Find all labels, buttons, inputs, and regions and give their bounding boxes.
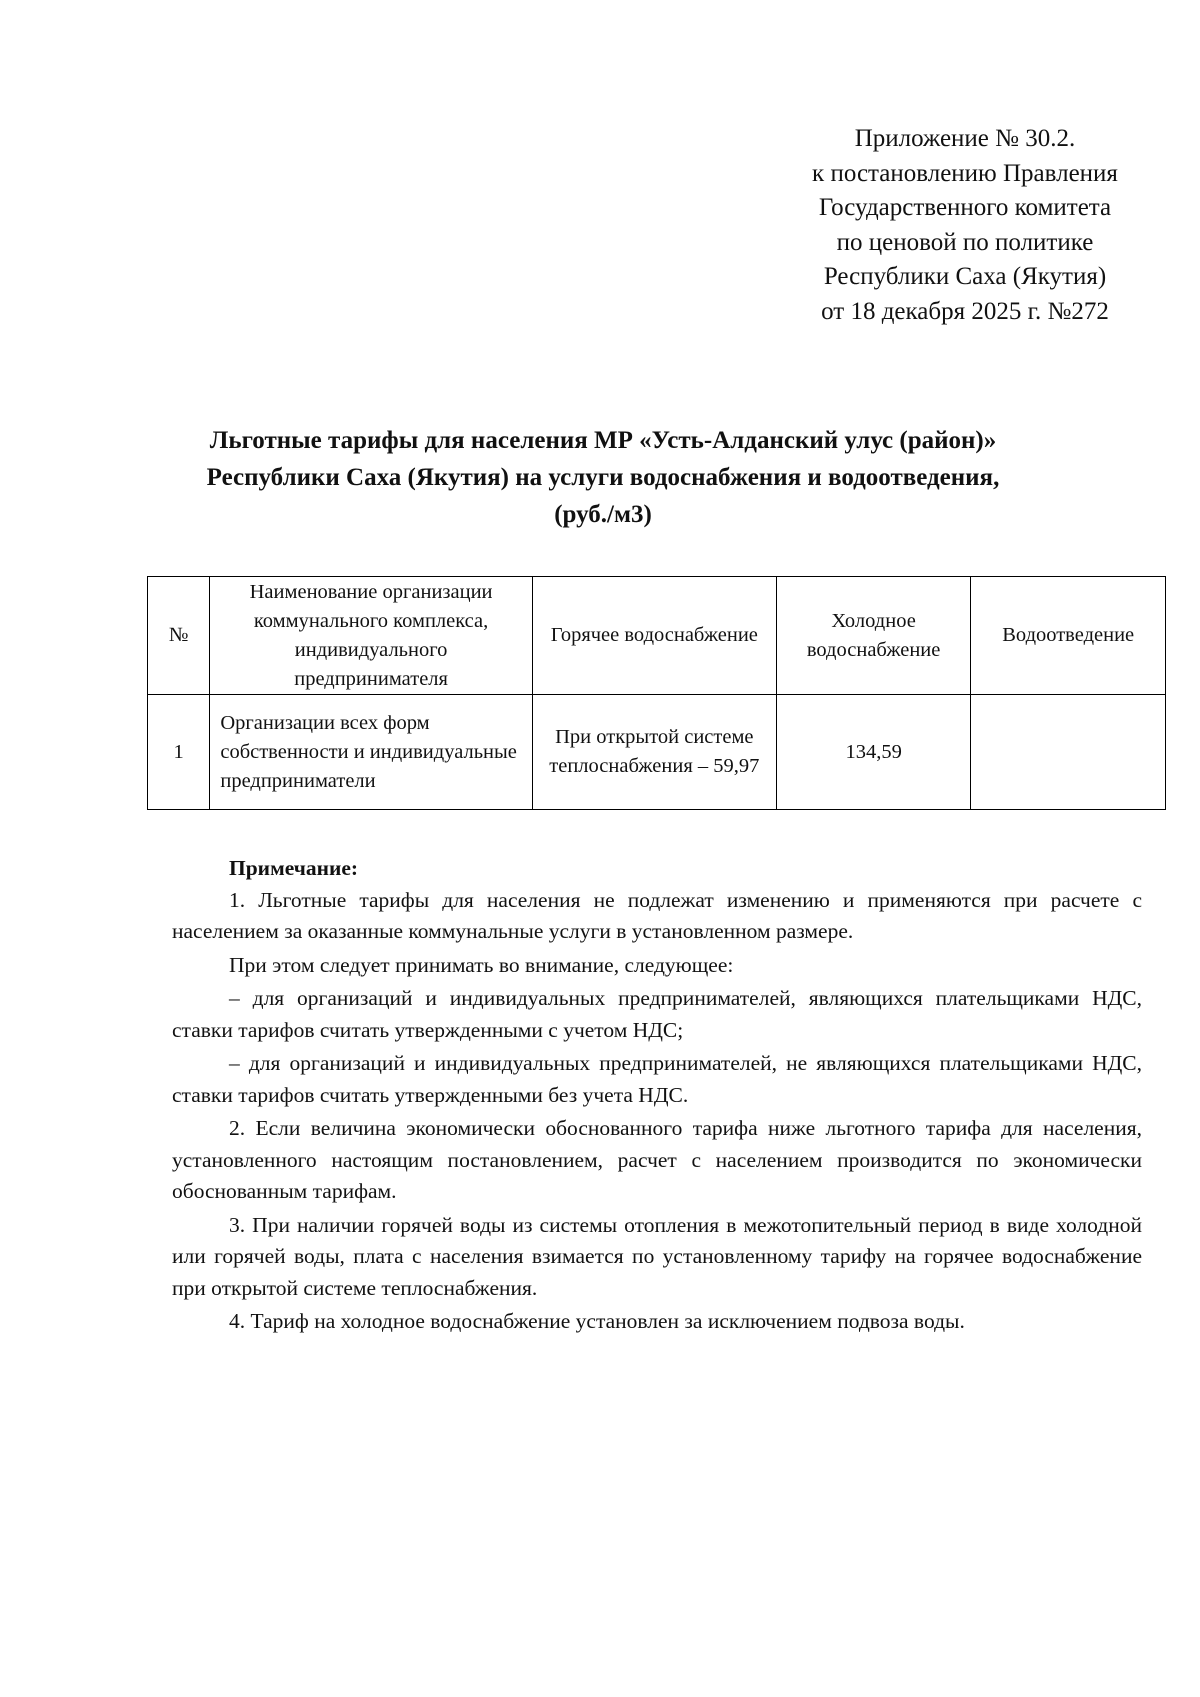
appendix-line: Государственного комитета xyxy=(818,194,1112,222)
appendix-line: к постановлению Правления xyxy=(812,159,1118,187)
title-line: Льготные тарифы для населения МР «Усть-Алданский улус (район)» xyxy=(209,427,997,454)
table-header-row xyxy=(148,577,1166,695)
note-paragraph: При этом следует принимать во внимание, следующее: xyxy=(229,952,734,977)
appendix-line: Республики Саха (Якутия) xyxy=(823,263,1107,291)
cell-hot-water: При открытой системе теплоснабжения – 59,97 xyxy=(532,695,776,810)
title-line: (руб./м3) xyxy=(554,501,652,528)
notes-section xyxy=(172,853,1142,1340)
note-paragraph: 2. Если величина экономически обоснованного тарифа ниже льготного тарифа для населения, установленного настоящим постановлением, расчет с населением производится по экономически обоснованным тарифам. xyxy=(172,1116,1142,1203)
document-title xyxy=(148,422,1058,533)
note-paragraph: 1. Льготные тарифы для населения не подлежат изменению и применяются при расчете с населением за оказанные коммунальные услуги в установленном размере. xyxy=(172,887,1142,943)
cell-cold-water: 134,59 xyxy=(776,695,971,810)
cell-sewerage xyxy=(971,695,1166,810)
title-line: Республики Саха (Якутия) на услуги водоснабжения и водоотведения, xyxy=(206,464,1000,491)
header-hot-water: Горячее водоснабжение xyxy=(532,577,776,695)
note-paragraph: – для организаций и индивидуальных предпринимателей, являющихся плательщиками НДС, ставки тарифов считать утвержденными с учетом НДС; xyxy=(172,986,1142,1042)
header-organization: Наименование организации коммунального комплекса, индивидуального предпринимателя xyxy=(210,577,532,695)
cell-number: 1 xyxy=(148,695,210,810)
appendix-line: по ценовой по политике xyxy=(836,228,1094,256)
table-row xyxy=(148,695,1166,810)
header-cold-water: Холодное водоснабжение xyxy=(776,577,971,695)
appendix-line: от 18 декабря 2025 г. №272 xyxy=(821,297,1109,325)
appendix-reference xyxy=(760,122,1170,330)
cell-organization: Организации всех форм собственности и индивидуальные предприниматели xyxy=(210,695,532,810)
tariff-table xyxy=(147,576,1166,810)
notes-heading: Примечание: xyxy=(229,856,359,880)
note-paragraph: 4. Тариф на холодное водоснабжение установлен за исключением подвоза воды. xyxy=(229,1309,965,1333)
header-sewerage: Водоотведение xyxy=(971,577,1166,695)
note-paragraph: 3. При наличии горячей воды из системы отопления в межотопительный период в виде холодной или горячей воды, плата с населения взимается по установленному тарифу на горячее водоснабжение при открытой системе теплоснабжения. xyxy=(172,1212,1142,1300)
appendix-line: Приложение № 30.2. xyxy=(854,125,1076,152)
note-paragraph: – для организаций и индивидуальных предпринимателей, не являющихся плательщиками НДС, ставки тарифов считать утвержденными без учета НДС. xyxy=(172,1051,1142,1107)
header-number: № xyxy=(148,577,210,695)
